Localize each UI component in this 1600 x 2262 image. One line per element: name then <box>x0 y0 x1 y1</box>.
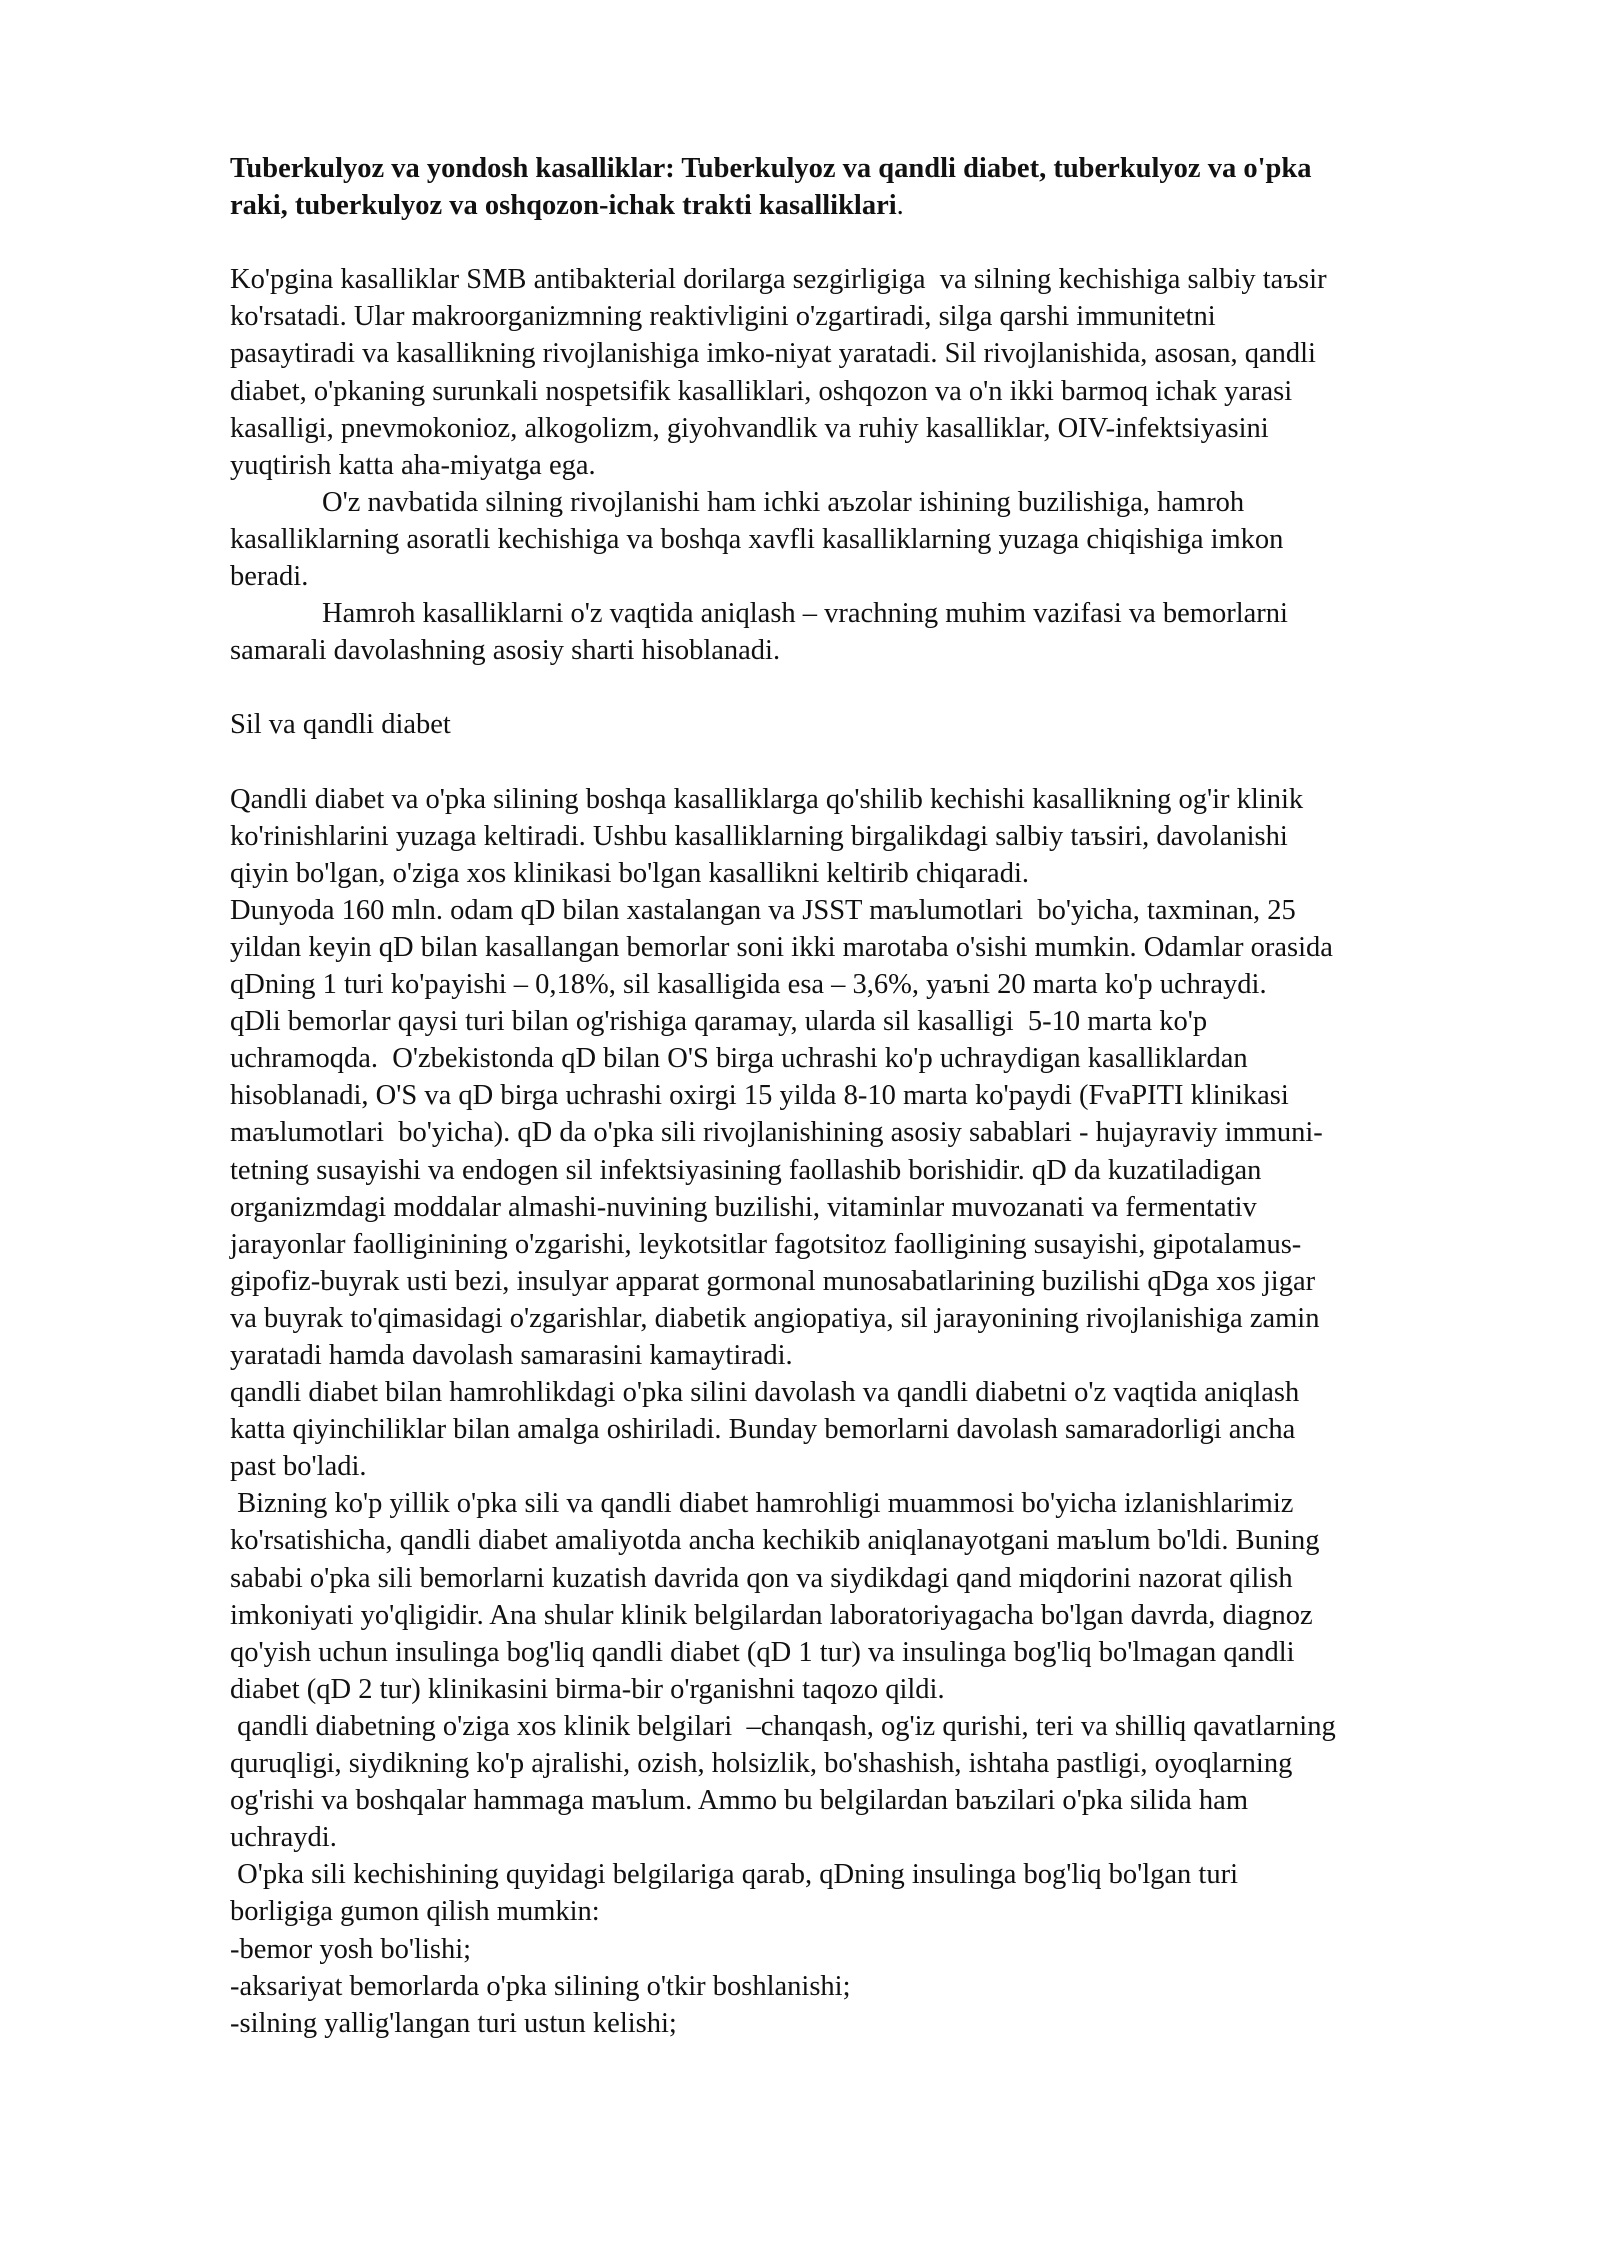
text-line: ko'rsatadi. Ular makroorganizmning reaktivligini o'zgartiradi, silga qarshi immunitetni <box>230 301 1216 333</box>
text-line: Ko'pgina kasalliklar SMB antibakterial dorilarga sezgirligiga va silning kechishiga salbiy taъsir <box>230 264 1327 296</box>
intro-paragraph <box>230 595 1500 669</box>
text-line: ko'rsatishicha, qandli diabet amaliyotda ancha kechikib aniqlanayotgani maъlum bo'ldi. Buning <box>230 1525 1320 1557</box>
body-paragraph <box>230 1856 1500 1930</box>
body-paragraph <box>230 781 1500 892</box>
text-line: Hamroh kasalliklarni o'z vaqtida aniqlash – vrachning muhim vazifasi va bemorlarni <box>322 598 1288 630</box>
text-line: past bo'ladi. <box>230 1451 367 1483</box>
text-line: ko'rinishlarini yuzaga keltiradi. Ushbu kasalliklarning birgalikdagi salbiy taъsiri, davolanishi <box>230 820 1288 852</box>
text-line: yaratadi hamda davolash samarasini kamaytiradi. <box>230 1340 793 1371</box>
text-line: jarayonlar faolliginining o'zgarishi, leykotsitlar fagotsitoz faolligining susayishi, gipotalamus- <box>230 1228 1302 1260</box>
text-line: yildan keyin qD bilan kasallangan bemorlar soni ikki marotaba o'sishi mumkin. Odamlar orasida <box>230 931 1333 963</box>
text-line: diabet (qD 2 tur) klinikasini birma-bir o'rganishni taqozo qildi. <box>230 1673 945 1705</box>
text-line: uchraydi. <box>230 1822 337 1854</box>
text-line: organizmdagi moddalar almashi-nuvining buzilishi, vitaminlar muvozanati va fermentativ <box>230 1191 1257 1223</box>
text-line: borligiga gumon qilish mumkin: <box>230 1896 600 1928</box>
list-item: -bemor yosh bo'lishi; <box>230 1933 472 1965</box>
text-line: sababi o'pka sili bemorlarni kuzatish davrida qon va siydikdagi qand miqdorini nazorat qilish <box>230 1562 1293 1594</box>
text-line: qDli bemorlar qaysi turi bilan og'rishiga qaramay, ularda sil kasalligi 5-10 marta ko'p <box>230 1006 1208 1038</box>
text-line: quruqligi, siydikning ko'p ajralishi, ozish, holsizlik, bo'shashish, ishtaha pastligi, oyoqlarning <box>230 1748 1293 1780</box>
body-paragraph <box>230 892 1500 1374</box>
list-item: -silning yallig'langan turi ustun kelishi; <box>230 2007 677 2039</box>
text-line: qo'yish uchun insulinga bog'liq qandli diabet (qD 1 tur) va insulinga bog'liq bo'lmagan qandli <box>230 1636 1295 1668</box>
text-line: kasalligi, pnevmokonioz, alkogolizm, giyohvandlik va ruhiy kasalliklar, OIV-infektsiyasini <box>230 412 1269 444</box>
title-line: raki, tuberkulyoz va oshqozon-ichak trakti kasalliklari. <box>230 190 904 222</box>
text-line: tetning susayishi va endogen sil infektsiyasining faollashib borishidir. qD da kuzatiladigan <box>230 1154 1262 1186</box>
text-line: va buyrak to'qimasidagi o'zgarishlar, diabetik angiopatiya, sil jarayonining rivojlanishiga zamin <box>230 1302 1320 1334</box>
text-line: hisoblanadi, O'S va qD birga uchrashi oxirgi 15 yilda 8-10 marta ko'paydi (FvaPITI klinikasi <box>230 1080 1289 1112</box>
text-line: Dunyoda 160 mln. odam qD bilan xastalangan va JSST maъlumotlari bo'yicha, taxminan, 25 <box>230 894 1296 926</box>
text-line: uchramoqda. O'zbekistonda qD bilan O'S birga uchrashi ko'p uchraydigan kasalliklardan <box>230 1043 1248 1075</box>
text-line: diabet, o'pkaning surunkali nospetsifik kasalliklari, oshqozon va o'n ikki barmoq ichak yarasi <box>230 375 1293 407</box>
text-line: O'z navbatida silning rivojlanishi ham ichki aъzolar ishining buzilishiga, hamroh <box>322 486 1245 518</box>
text-line: pasaytiradi va kasallikning rivojlanishiga imko-niyat yaratadi. Sil rivojlanishida, asosan, qandli <box>230 338 1316 370</box>
body-paragraph <box>230 1485 1500 1708</box>
text-line: og'rishi va boshqalar hammaga maъlum. Ammo bu belgilardan baъzilari o'pka silida ham <box>230 1785 1248 1817</box>
text-line: Qandli diabet va o'pka silining boshqa kasalliklarga qo'shilib kechishi kasallikning og'ir klinik <box>230 783 1304 815</box>
document-page <box>230 150 1500 2042</box>
text-line: O'pka sili kechishining quyidagi belgilariga qarab, qDning insulinga bog'liq bo'lgan turi <box>230 1859 1238 1891</box>
text-line: Bizning ko'p yillik o'pka sili va qandli diabet hamrohligi muammosi bo'yicha izlanishlarimiz <box>230 1488 1294 1520</box>
text-line: imkoniyati yo'qligidir. Ana shular klinik belgilardan laboratoriyagacha bo'lgan davrda, diagnoz <box>230 1599 1313 1631</box>
text-line: qDning 1 turi ko'payishi – 0,18%, sil kasalligida esa – 3,6%, yaъni 20 marta ko'p uchraydi. <box>230 969 1267 1001</box>
text-line: katta qiyinchiliklar bilan amalga oshiriladi. Bunday bemorlarni davolash samaradorligi ancha <box>230 1414 1296 1446</box>
title-line: Tuberkulyoz va yondosh kasalliklar: Tuberkulyoz va qandli diabet, tuberkulyoz va o'pka <box>230 153 1312 184</box>
text-line: qandli diabet bilan hamrohlikdagi o'pka silini davolash va qandli diabetni o'z vaqtida aniqlash <box>230 1377 1300 1409</box>
text-line: kasalliklarning asoratli kechishiga va boshqa xavfli kasalliklarning yuzaga chiqishiga imkon <box>230 523 1284 555</box>
intro-paragraph <box>230 484 1500 595</box>
text-line: maъlumotlari bo'yicha). qD da o'pka sili rivojlanishining asosiy sabablari - hujayraviy immuni- <box>230 1117 1323 1149</box>
symptom-list <box>230 1931 1500 2042</box>
list-item: -aksariyat bemorlarda o'pka silining o'tkir boshlanishi; <box>230 1970 851 2002</box>
text-line: qiyin bo'lgan, o'ziga xos klinikasi bo'lgan kasallikni keltirib chiqaradi. <box>230 857 1030 889</box>
text-line: beradi. <box>230 561 309 593</box>
intro-paragraph <box>230 261 1500 484</box>
section-heading: Sil va qandli diabet <box>230 709 451 741</box>
document-title <box>230 150 1500 224</box>
text-line: qandli diabetning o'ziga xos klinik belgilari –chanqash, og'iz qurishi, teri va shilliq qavatlarning <box>230 1710 1336 1742</box>
body-paragraph <box>230 1708 1500 1856</box>
body-paragraph <box>230 1374 1500 1485</box>
text-line: yuqtirish katta aha-miyatga ega. <box>230 449 596 481</box>
text-line: samarali davolashning asosiy sharti hisoblanadi. <box>230 635 781 667</box>
text-line: gipofiz-buyrak usti bezi, insulyar apparat gormonal munosabatlarining buzilishi qDga xos jigar <box>230 1265 1316 1297</box>
